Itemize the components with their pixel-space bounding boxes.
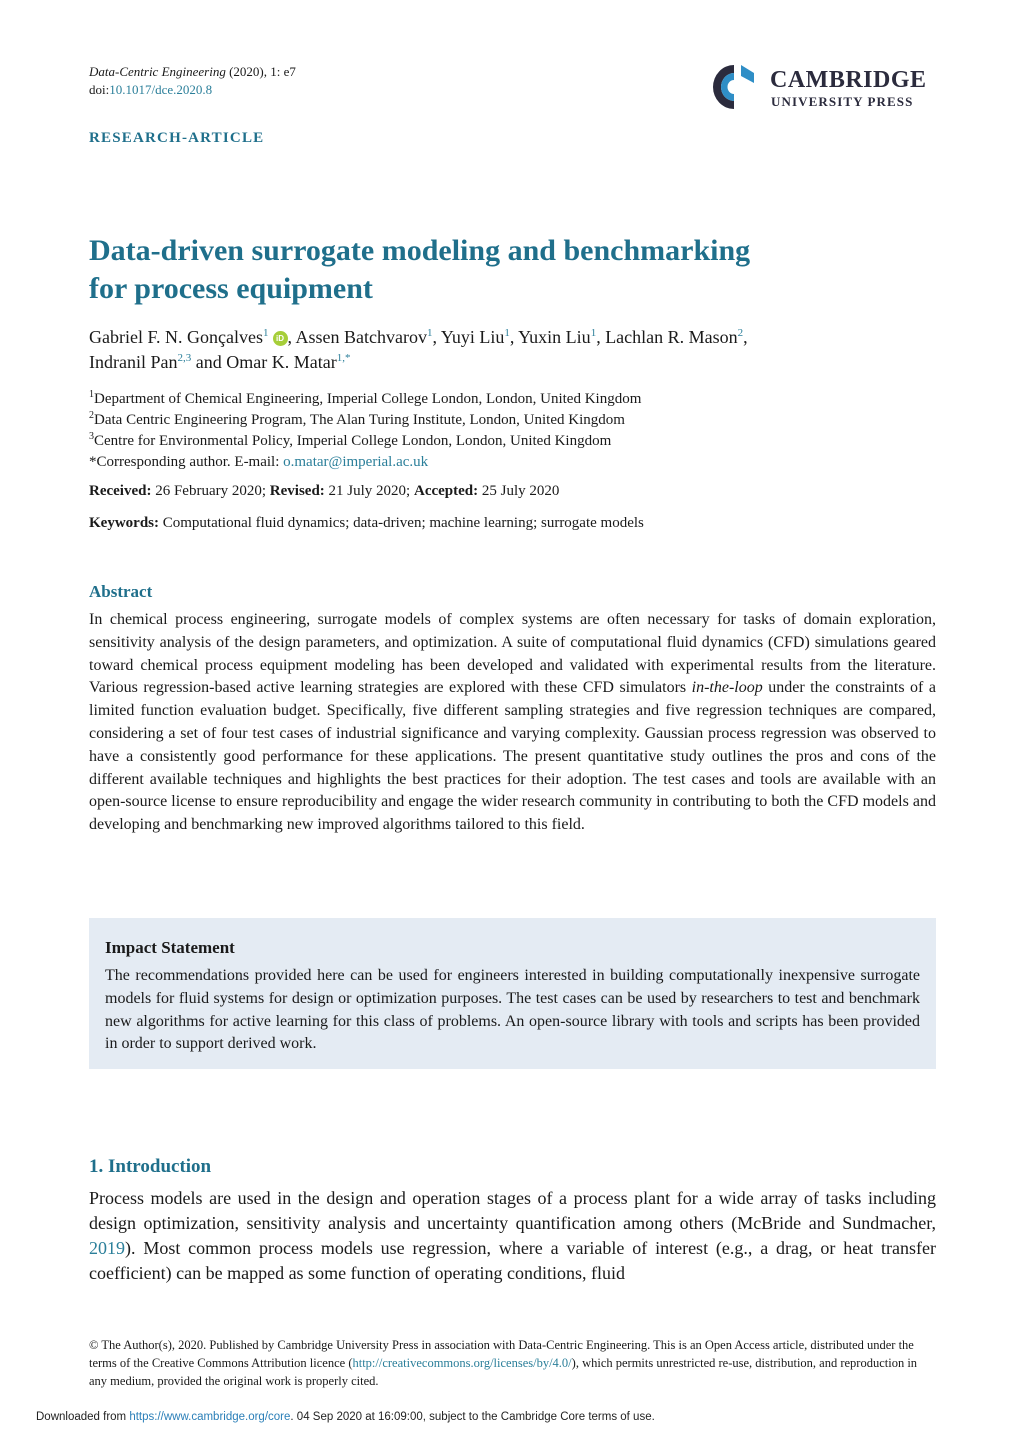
- affiliation-text: Department of Chemical Engineering, Imperial College London, London, United Kingdom: [94, 391, 642, 407]
- affiliation-item: [89, 389, 939, 410]
- keywords-label: Keywords:: [89, 515, 159, 531]
- copyright-text: ), which permits unrestricted re-use, distribution, and reproduction in any medium, provided the original work is properly cited.: [89, 1356, 918, 1388]
- author-separator: ,: [743, 327, 748, 347]
- corresponding-author: [89, 452, 939, 473]
- affiliations: [89, 389, 939, 473]
- orcid-icon[interactable]: iD: [273, 331, 288, 346]
- author-affil-ref[interactable]: 1: [427, 327, 433, 339]
- author-name[interactable]: , Assen Batchvarov: [287, 327, 427, 347]
- affiliation-text: Data Centric Engineering Program, The Alan Turing Institute, London, United Kingdom: [94, 412, 625, 428]
- abstract-italic: in-the-loop: [691, 679, 763, 697]
- received-date: 26 February 2020;: [151, 483, 270, 499]
- citation-link[interactable]: 2019: [89, 1238, 125, 1258]
- license-link[interactable]: http://creativecommons.org/licenses/by/4.0/: [352, 1356, 572, 1370]
- impact-heading: Impact Statement: [105, 938, 235, 957]
- journal-name: Data-Centric Engineering: [89, 64, 226, 79]
- introduction-body: [89, 1186, 936, 1286]
- author-affil-ref[interactable]: 1: [504, 327, 510, 339]
- abstract-body: [89, 609, 936, 837]
- intro-text: Process models are used in the design and operation stages of a process plant for a wide array of tasks including design optimization, sensitivity analysis and uncertainty quantification among others (McBride and Sundmacher,: [89, 1188, 936, 1233]
- author-affil-ref[interactable]: 1: [263, 327, 269, 339]
- download-text: Downloaded from: [36, 1411, 130, 1423]
- title-line-1: Data-driven surrogate modeling and benchmarking: [89, 234, 751, 267]
- accepted-label: Accepted:: [413, 483, 479, 499]
- abstract-heading: Abstract: [89, 582, 153, 601]
- cambridge-core-link[interactable]: https://www.cambridge.org/core: [129, 1411, 291, 1423]
- affiliation-number: 1: [89, 389, 94, 400]
- article-title: [89, 232, 889, 308]
- doi-label: doi:: [89, 82, 110, 97]
- received-label: Received:: [89, 483, 152, 499]
- author-affil-ref[interactable]: 1: [590, 327, 597, 339]
- publisher-name: CAMBRIDGE: [770, 67, 927, 93]
- publisher-logo: [712, 63, 942, 113]
- author-name[interactable]: , Lachlan R. Mason: [596, 327, 738, 347]
- abstract-text: In chemical process engineering, surrogate models of complex systems are often necessary for tasks of domain exploration, sensitivity analysis of the design parameters, and optimization. A suite of computational fluid dynamics (CFD) simulations geared toward chemical process equipment modeling has been developed and validated with experimental results from the literature. Various regression-based active learning strategies are explored with these CFD simulators: [89, 611, 936, 697]
- title-line-2: for process equipment: [89, 272, 373, 305]
- journal-citation: [89, 63, 296, 99]
- cambridge-shield-icon: [712, 63, 756, 111]
- impact-text: The recommendations provided here can be used for engineers interested in building computationally inexpensive surrogate models for fluid systems for design or optimization purposes. The test cases can be used by researchers to test and benchmark new algorithms for active learning for this class of problems. An open-source library with tools and scripts has been provided in order to support derived work.: [105, 967, 920, 1053]
- author-name[interactable]: , Yuyi Liu: [432, 327, 505, 347]
- download-notice: [36, 1411, 655, 1423]
- abstract-text: under the constraints of a limited function evaluation budget. Specifically, five different sampling strategies and five regression techniques are compared, considering a set of four test cases of industrial significance and varying complexity. Gaussian process regression was observed to have a consistently good performance for these applications. The present quantitative study outlines the pros and cons of the different available techniques and highlights the best practices for their adoption. The test cases and tools are available with an open-source license to ensure reproducibility and engage the wider research community in contributing to both the CFD models and developing and benchmarking new improved algorithms tailored to this field.: [89, 679, 936, 834]
- author-affil-ref[interactable]: 1,*: [336, 352, 351, 364]
- copyright-text: © The Author(s), 2020. Published by Cambridge University Press in association with Data-Centric Engineering. This is an Open Access article, distributed under the terms of the Creative Commons Attribution licence (: [89, 1338, 914, 1370]
- revised-label: Revised:: [269, 483, 325, 499]
- keywords: [89, 515, 644, 532]
- copyright-notice: [89, 1336, 936, 1390]
- affiliation-item: [89, 431, 939, 452]
- article-type: RESEARCH-ARTICLE: [89, 130, 265, 146]
- author-name[interactable]: , Yuxin Liu: [509, 327, 591, 347]
- article-dates: [89, 483, 559, 500]
- affiliation-number: 3: [89, 431, 94, 442]
- author-name[interactable]: Gabriel F. N. Gonçalves: [89, 327, 264, 347]
- journal-volume: (2020), 1: e7: [225, 64, 296, 79]
- accepted-date: 25 July 2020: [478, 483, 560, 499]
- author-name[interactable]: and Omar K. Matar: [191, 352, 337, 372]
- corresponding-label: *Corresponding author. E-mail:: [89, 454, 284, 470]
- corresponding-email-link[interactable]: o.matar@imperial.ac.uk: [283, 454, 429, 470]
- revised-date: 21 July 2020;: [324, 483, 414, 499]
- affiliation-item: [89, 410, 939, 431]
- author-list: [89, 325, 939, 375]
- author-name[interactable]: Indranil Pan: [89, 352, 178, 372]
- author-affil-ref[interactable]: 2: [737, 327, 744, 339]
- affiliation-number: 2: [89, 410, 94, 421]
- intro-text: ). Most common process models use regression, where a variable of interest (e.g., a drag, or heat transfer coefficient) can be mapped as some function of operating conditions, fluid: [89, 1238, 936, 1283]
- affiliation-text: Centre for Environmental Policy, Imperial College London, London, United Kingdom: [94, 433, 612, 449]
- publisher-subtitle: UNIVERSITY PRESS: [771, 94, 914, 109]
- keywords-text: Computational fluid dynamics; data-driven; machine learning; surrogate models: [159, 515, 644, 531]
- impact-statement-box: [89, 918, 936, 1069]
- author-affil-ref[interactable]: 2,3: [177, 352, 192, 364]
- doi-link[interactable]: 10.1017/dce.2020.8: [109, 82, 213, 97]
- download-text: . 04 Sep 2020 at 16:09:00, subject to the Cambridge Core terms of use.: [290, 1411, 655, 1423]
- section-heading-introduction: 1. Introduction: [89, 1156, 212, 1177]
